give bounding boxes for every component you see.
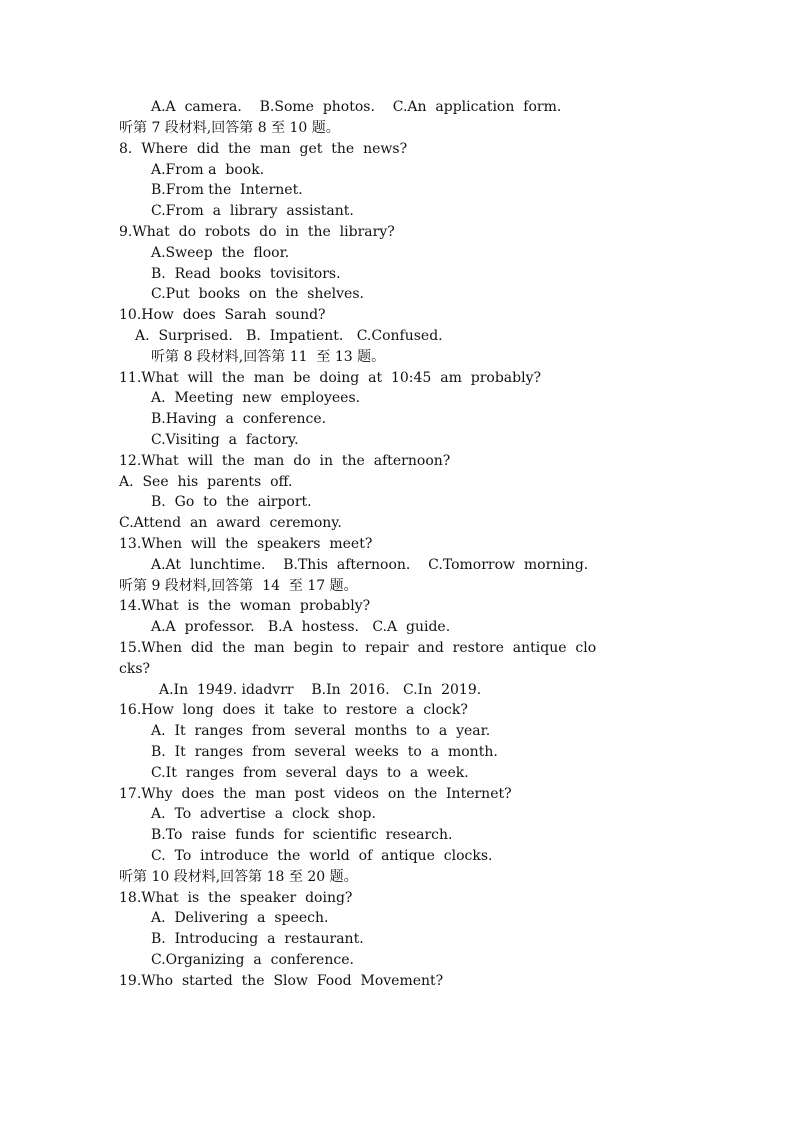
- q16-option-c: C.It ranges from several days to a week.: [151, 765, 469, 781]
- q8-option-b: B.From the Internet.: [151, 182, 303, 198]
- section-7-header: 听第 7 段材料,回答第 8 至 10 题。: [119, 120, 340, 136]
- section-8-header: 听第 8 段材料,回答第 11 至 13 题。: [151, 349, 386, 365]
- q13-options: A.At lunchtime. B.This afternoon. C.Tomorrow morning.: [151, 557, 589, 573]
- q8-option-a: A.From a book.: [151, 162, 265, 178]
- q16-option-b: B. It ranges from several weeks to a month.: [151, 744, 498, 760]
- q12-option-a: A. See his parents off.: [119, 474, 293, 490]
- section-9-header: 听第 9 段材料,回答第 14 至 17 题。: [119, 578, 358, 594]
- question-10: 10.How does Sarah sound?: [119, 307, 326, 323]
- q18-option-c: C.Organizing a conference.: [151, 952, 354, 968]
- q16-option-a: A. It ranges from several months to a year.: [151, 723, 491, 739]
- q17-option-a: A. To advertise a clock shop.: [151, 806, 376, 822]
- q14-options: A.A professor. B.A hostess. C.A guide.: [151, 619, 451, 635]
- q17-option-c: C. To introduce the world of antique clocks.: [151, 848, 493, 864]
- q9-option-c: C.Put books on the shelves.: [151, 286, 364, 302]
- question-19: 19.Who started the Slow Food Movement?: [119, 973, 444, 989]
- question-15: 15.When did the man begin to repair and restore antique clo: [119, 640, 597, 656]
- question-13: 13.When will the speakers meet?: [119, 536, 373, 552]
- q12-option-b: B. Go to the airport.: [151, 494, 312, 510]
- question-15-cont: cks?: [119, 661, 151, 677]
- q9-option-a: A.Sweep the floor.: [151, 245, 290, 261]
- q18-option-b: B. Introducing a restaurant.: [151, 931, 364, 947]
- question-17: 17.Why does the man post videos on the Internet?: [119, 786, 512, 802]
- q11-option-a: A. Meeting new employees.: [151, 390, 361, 406]
- q9-option-b: B. Read books tovisitors.: [151, 266, 341, 282]
- question-8: 8. Where did the man get the news?: [119, 141, 408, 157]
- q7-options: A.A camera. B.Some photos. C.An application form.: [151, 99, 562, 115]
- q10-options: A. Surprised. B. Impatient. C.Confused.: [135, 328, 443, 344]
- q11-option-c: C.Visiting a factory.: [151, 432, 299, 448]
- question-16: 16.How long does it take to restore a clock?: [119, 702, 468, 718]
- q18-option-a: A. Delivering a speech.: [151, 910, 329, 926]
- question-11: 11.What will the man be doing at 10:45 am probably?: [119, 370, 542, 386]
- question-9: 9.What do robots do in the library?: [119, 224, 395, 240]
- q11-option-b: B.Having a conference.: [151, 411, 327, 427]
- question-18: 18.What is the speaker doing?: [119, 890, 353, 906]
- question-12: 12.What will the man do in the afternoon?: [119, 453, 451, 469]
- question-14: 14.What is the woman probably?: [119, 598, 371, 614]
- q8-option-c: C.From a library assistant.: [151, 203, 354, 219]
- q15-options: A.In 1949. idadvrr B.In 2016. C.In 2019.: [159, 682, 482, 698]
- q17-option-b: B.To raise funds for scientific research.: [151, 827, 453, 843]
- q12-option-c: C.Attend an award ceremony.: [119, 515, 342, 531]
- section-10-header: 听第 10 段材料,回答第 18 至 20 题。: [119, 869, 358, 885]
